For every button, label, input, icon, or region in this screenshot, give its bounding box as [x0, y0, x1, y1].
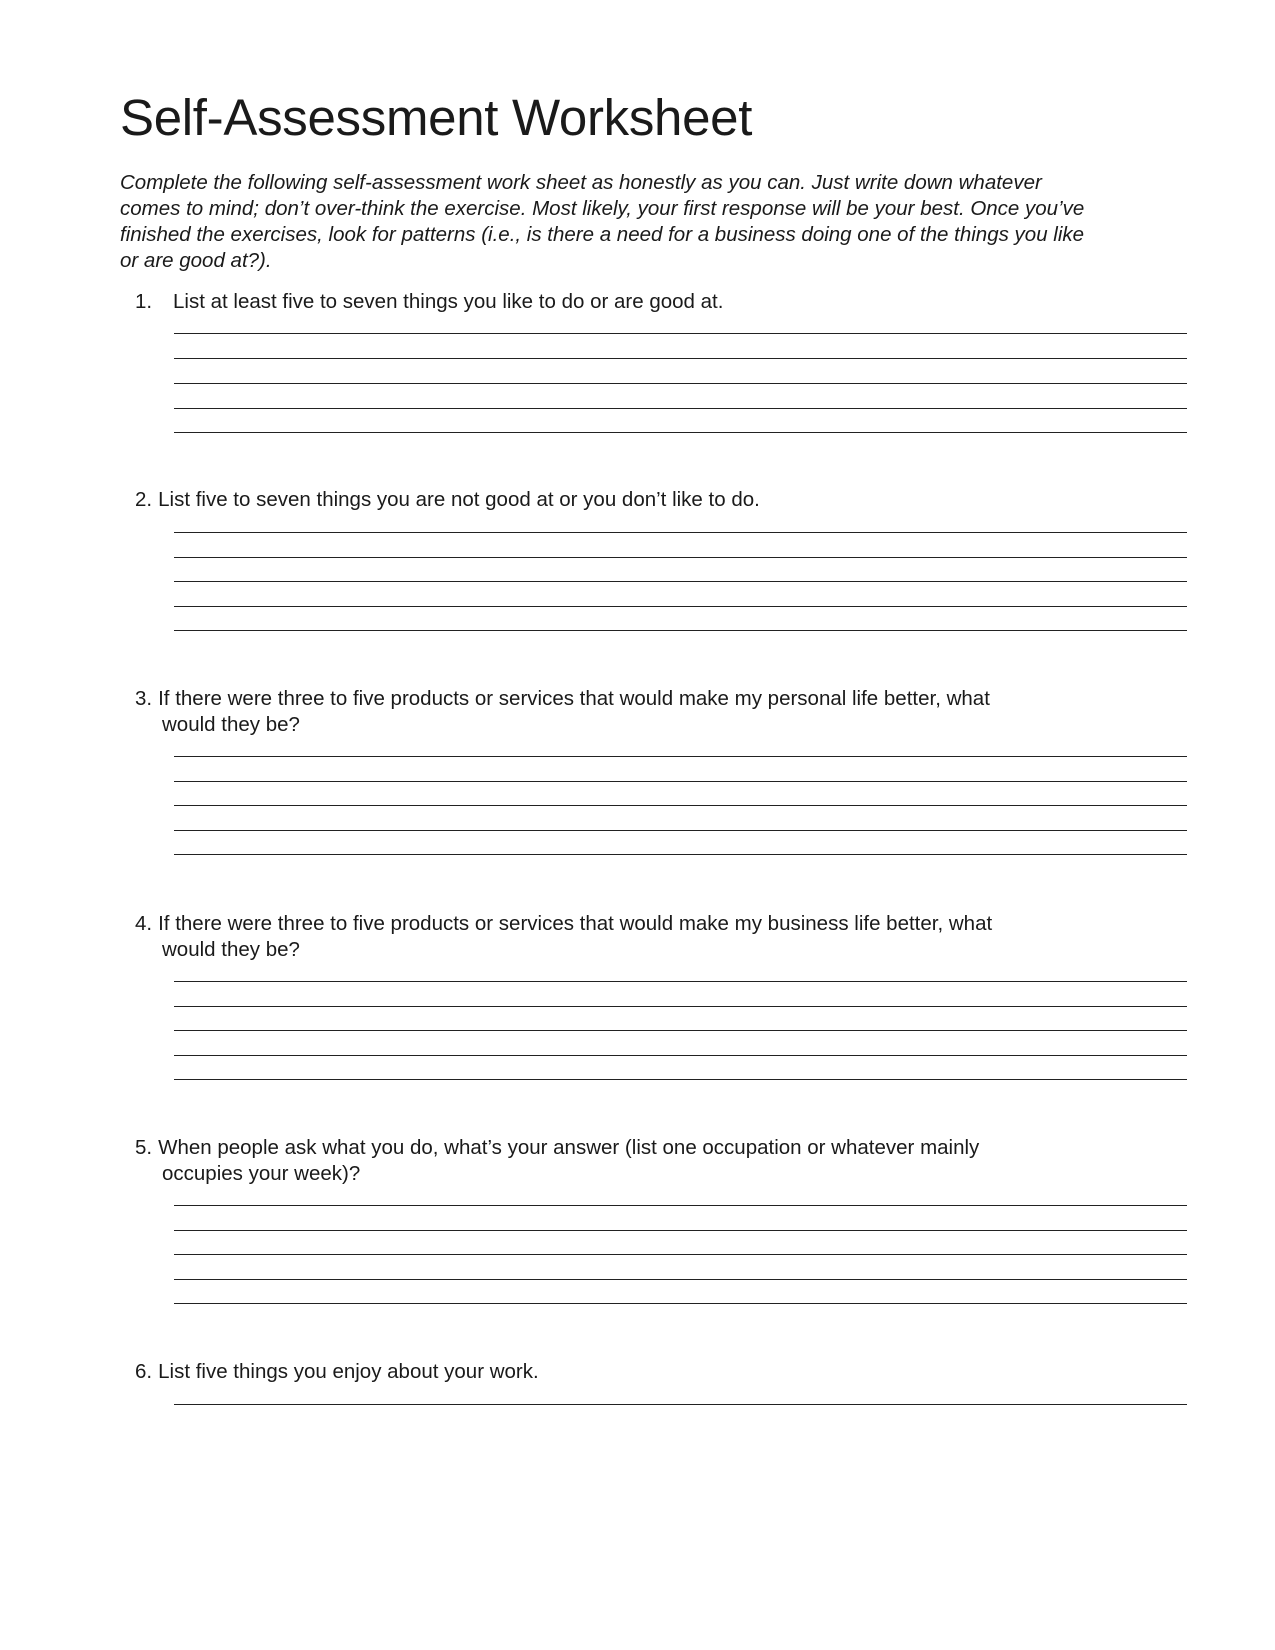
- question-number: 3.: [135, 687, 153, 710]
- question-4: [135, 911, 992, 963]
- intro-line: or are good at?).: [120, 249, 272, 272]
- question-5: [135, 1135, 979, 1187]
- question-text: When people ask what you do, what’s your answer (list one occupation or whatever mainly: [158, 1136, 980, 1159]
- question-text-continued: occupies your week)?: [162, 1162, 361, 1185]
- question-text: List at least five to seven things you like to do or are good at.: [173, 290, 724, 313]
- answer-line[interactable]: [174, 1079, 1187, 1080]
- answer-line[interactable]: [174, 756, 1187, 757]
- answer-line[interactable]: [174, 1279, 1187, 1280]
- question-text: List five things you enjoy about your work.: [158, 1360, 539, 1383]
- question-text: List five to seven things you are not good at or you don’t like to do.: [158, 488, 760, 511]
- answer-line[interactable]: [174, 557, 1187, 558]
- answer-line[interactable]: [174, 630, 1187, 631]
- answer-line[interactable]: [174, 781, 1187, 782]
- answer-line[interactable]: [174, 408, 1187, 409]
- question-text-continued: would they be?: [162, 938, 300, 961]
- answer-line[interactable]: [174, 606, 1187, 607]
- question-number: 4.: [135, 912, 153, 935]
- answer-line[interactable]: [174, 1205, 1187, 1206]
- question-number: 6.: [135, 1360, 153, 1383]
- question-text-continued: would they be?: [162, 713, 300, 736]
- question-1: [135, 289, 723, 315]
- answer-line[interactable]: [174, 432, 1187, 433]
- question-number: 2.: [135, 488, 153, 511]
- answer-line[interactable]: [174, 532, 1187, 533]
- question-3: [135, 686, 990, 738]
- intro-line: Complete the following self-assessment work sheet as honestly as you can. Just write down whatever: [120, 171, 1042, 194]
- answer-line[interactable]: [174, 1404, 1187, 1405]
- intro-paragraph: [120, 170, 1200, 274]
- answer-line[interactable]: [174, 358, 1187, 359]
- answer-line[interactable]: [174, 830, 1187, 831]
- question-6: [135, 1359, 539, 1385]
- question-number: 1.: [135, 290, 153, 313]
- answer-line[interactable]: [174, 1055, 1187, 1056]
- question-text: If there were three to five products or services that would make my personal life better, what: [158, 687, 990, 710]
- answer-line[interactable]: [174, 1303, 1187, 1304]
- question-2: [135, 487, 760, 513]
- answer-line[interactable]: [174, 981, 1187, 982]
- answer-line[interactable]: [174, 1254, 1187, 1255]
- answer-line[interactable]: [174, 581, 1187, 582]
- intro-line: finished the exercises, look for patterns (i.e., is there a need for a business doing one of the things you like: [120, 223, 1085, 246]
- answer-line[interactable]: [174, 854, 1187, 855]
- answer-line[interactable]: [174, 333, 1187, 334]
- answer-line[interactable]: [174, 1230, 1187, 1231]
- answer-line[interactable]: [174, 805, 1187, 806]
- answer-line[interactable]: [174, 383, 1187, 384]
- intro-line: comes to mind; don’t over-think the exercise. Most likely, your first response will be your best. Once you’ve: [120, 197, 1085, 220]
- answer-line[interactable]: [174, 1006, 1187, 1007]
- answer-line[interactable]: [174, 1030, 1187, 1031]
- page-title: Self-Assessment Worksheet: [120, 89, 753, 146]
- question-number: 5.: [135, 1136, 153, 1159]
- question-text: If there were three to five products or services that would make my business life better, what: [158, 912, 993, 935]
